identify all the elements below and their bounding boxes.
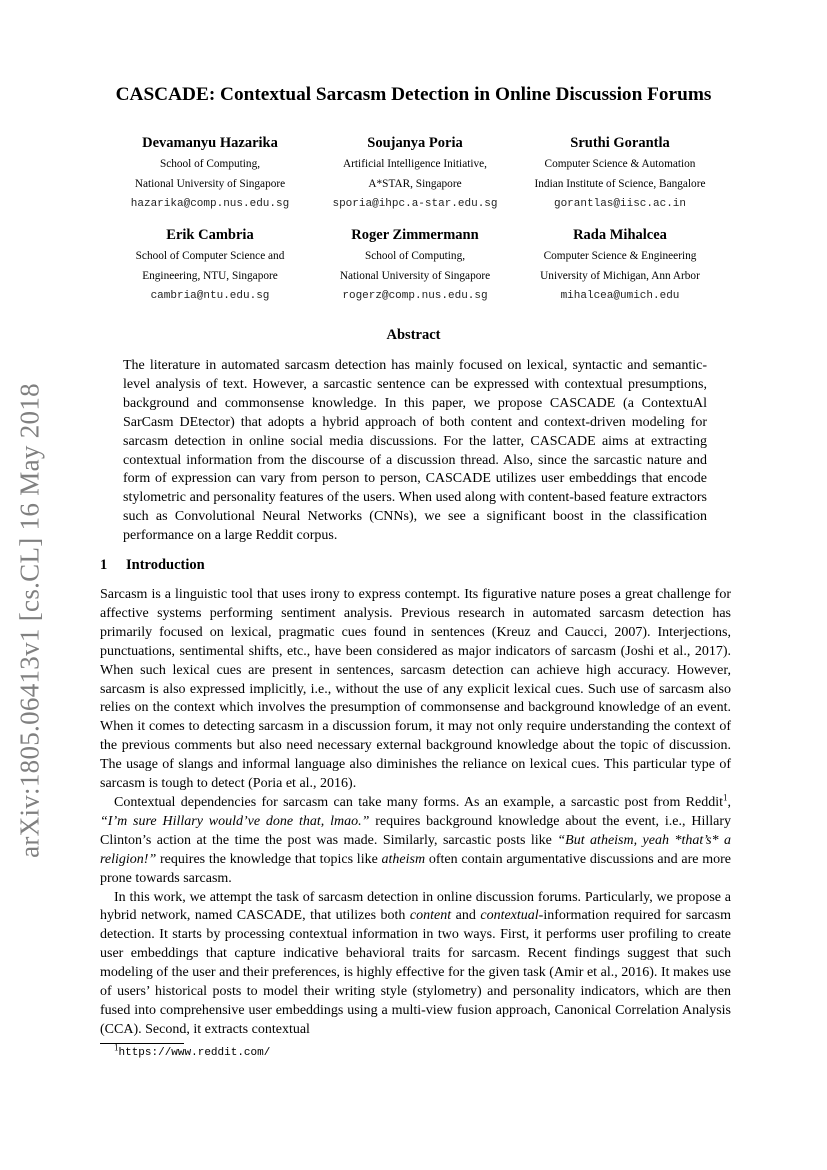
footnote-mark: 1 — [114, 1042, 119, 1053]
text-run: -information required for sarcasm detection. It starts by processing contextual information in two ways. First, it performs user profiling to create user embeddings that capture indicative behavioral traits for sarcasm. Recent findings suggest that such modeling of the user and their preferences, is highly effective for the given task (Amir et al., 2016). It makes use of users’ historical posts to model their writing style (stylometry) and personality indicators, which are then fused into comprehensive user embeddings using a multi-view fusion approach, Canonical Correlation Analysis (CCA). Second, it extracts contextual — [100, 908, 731, 1037]
section-heading — [100, 557, 205, 574]
author-name: Erik Cambria — [166, 227, 254, 243]
abstract-text — [123, 357, 707, 546]
author — [90, 132, 330, 214]
text-run: , — [727, 794, 731, 810]
paragraph — [100, 586, 731, 794]
text-run: contextual — [480, 908, 539, 924]
author-affiliation: A*STAR, Singapore — [368, 178, 462, 190]
text-run: and — [451, 908, 481, 924]
author-email[interactable]: mihalcea@umich.edu — [560, 290, 680, 302]
author — [295, 132, 535, 214]
author-email[interactable]: cambria@ntu.edu.sg — [150, 290, 270, 302]
author-affiliation: School of Computing, — [159, 158, 261, 170]
author-affiliation: School of Computing, — [364, 250, 466, 262]
text-run: content — [409, 908, 452, 924]
author-name: Sruthi Gorantla — [570, 135, 670, 151]
author-name: Devamanyu Hazarika — [142, 135, 278, 151]
text-run: requires background knowledge about the event, i.e., Hillary Clinton’s action at the time the post was made. Similarly, sarcastic posts like — [100, 813, 731, 848]
author-affiliation: Indian Institute of Science, Bangalore — [534, 178, 706, 190]
author-affiliation: School of Computer Science and — [135, 250, 285, 262]
author — [295, 224, 535, 306]
author-email[interactable]: rogerz@comp.nus.edu.sg — [342, 290, 488, 302]
author-name: Roger Zimmermann — [351, 227, 479, 243]
author-affiliation: Computer Science & Engineering — [543, 250, 697, 262]
author-name: Soujanya Poria — [367, 135, 463, 151]
arxiv-identifier: arXiv:1805.06413v1 [cs.CL] 16 May 2018 — [14, 383, 45, 858]
author — [500, 224, 740, 306]
author-email[interactable]: sporia@ihpc.a-star.edu.sg — [332, 198, 498, 210]
text-run: In this work, we attempt the task of sarcasm detection in online discussion forums. Particularly, we propose a hybrid network, named CASCADE, that utilizes both — [100, 889, 731, 924]
paragraph — [100, 889, 731, 1040]
footnote-ref: 1 — [723, 792, 728, 803]
section-number: 1 — [100, 557, 108, 573]
paragraph — [100, 794, 731, 889]
text-run: requires the knowledge that topics like — [156, 851, 382, 867]
paper-title: CASCADE: Contextual Sarcasm Detection in Online Discussion Forums — [115, 84, 712, 105]
text-run: Contextual dependencies for sarcasm can take many forms. As an example, a sarcastic post from Reddit — [114, 794, 723, 810]
paragraph — [123, 357, 707, 546]
text-run: Sarcasm is a linguistic tool that uses irony to express contempt. Its figurative nature poses a great challenge for affective systems performing sentiment analysis. Previous research in automated sarcasm detection has primarily focused on lexical, pragmatic cues found in sentences (Kreuz and Caucci, 2007). Interjections, punctuations, sentimental shifts, etc., have been considered as major indicators of sarcasm (Joshi et al., 2017). When such lexical cues are present in sentences, sarcasm detection can achieve high accuracy. However, sarcasm is also expressed implicitly, i.e., without the use of any explicit lexical cues. Such use of sarcasm also relies on the context which involves the presumption of commonsense and background knowledge of an event. When it comes to detecting sarcasm in a discussion forum, it may not only require understanding the context of the previous comments but also need necessary external background knowledge about the topic of discussion. The usage of slangs and informal language also diminishes the reliance on lexical cues. This particular type of sarcasm is tough to detect (Poria et al., 2016). — [100, 587, 731, 792]
footnote — [114, 1042, 271, 1059]
text-run: atheism — [381, 851, 426, 867]
author — [90, 224, 330, 306]
footnote-rule — [100, 1043, 184, 1044]
text-run: “But atheism, yeah *that’s* a religion!” — [100, 832, 731, 867]
text-run: The literature in automated sarcasm detection has mainly focused on lexical, syntactic and semantic-level analysis of text. However, a sarcastic sentence can be expressed with contextual presumptions, background and commonsense knowledge. In this paper, we propose CASCADE (a ContextuAl SarCasm DEtector) that adopts a hybrid approach of both content and context-driven modeling for sarcasm detection in online social media discussions. For the latter, CASCADE aims at extracting contextual information from the discourse of a discussion thread. Also, since the sarcastic nature and form of expression can vary from person to person, CASCADE utilizes user embeddings that encode stylometric and personality features of the users. When used along with content-based feature extractors such as Convolutional Neural Networks (CNNs), we see a significant boost in the classification performance on a large Reddit corpus. — [123, 358, 707, 544]
author-affiliation: Artificial Intelligence Initiative, — [343, 158, 487, 170]
author-name: Rada Mihalcea — [573, 227, 667, 243]
author-affiliation: Engineering, NTU, Singapore — [142, 270, 278, 282]
author-email[interactable]: hazarika@comp.nus.edu.sg — [130, 198, 290, 210]
author-affiliation: National University of Singapore — [134, 178, 286, 190]
author-email[interactable]: gorantlas@iisc.ac.in — [553, 198, 687, 210]
text-run: “I’m sure Hillary would’ve done that, lmao.” — [100, 813, 370, 829]
abstract-heading: Abstract — [386, 327, 441, 343]
author-affiliation: Computer Science & Automation — [544, 158, 696, 170]
text-run: often contain argumentative discussions and are more prone towards sarcasm. — [100, 851, 731, 886]
author-affiliation: University of Michigan, Ann Arbor — [540, 270, 700, 282]
author-affiliation: National University of Singapore — [339, 270, 491, 282]
section-title: Introduction — [126, 557, 205, 573]
introduction-text — [100, 586, 731, 1040]
footnote-url[interactable]: https://www.reddit.com/ — [118, 1047, 271, 1059]
author — [500, 132, 740, 214]
